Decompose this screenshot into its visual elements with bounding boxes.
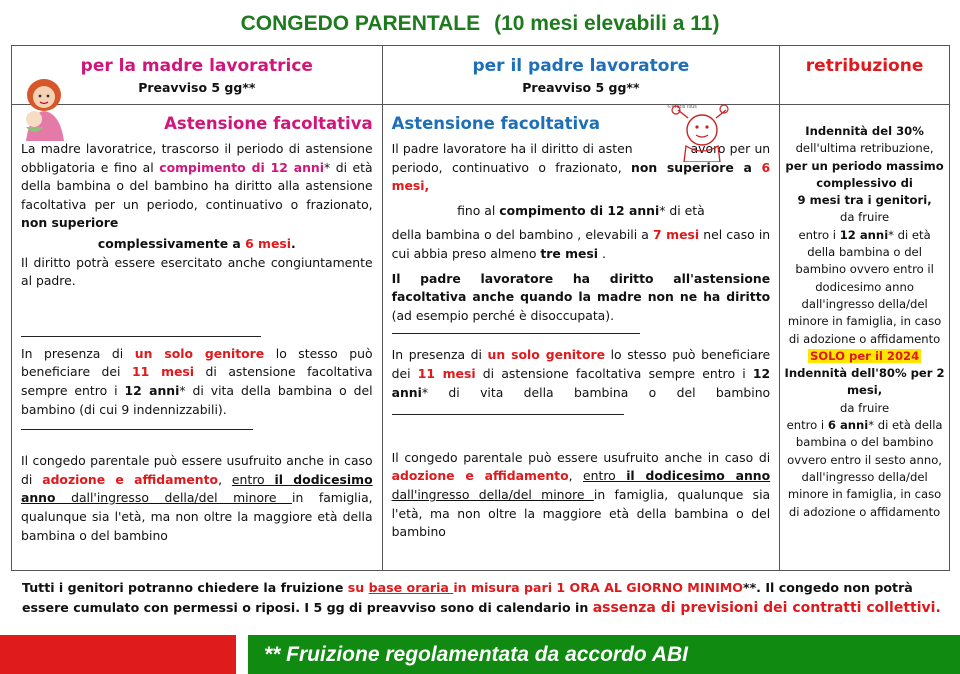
mother-paragraph-1: La madre lavoratrice, trascorso il periodo di astensione obbligatoria e fino al compimento di 12 anni* di età della bambina o del bambino ha diritto alla astensione facoltativa per un periodo, continuativo o frazionato, non superiore [21, 141, 373, 231]
divider [21, 336, 261, 337]
father-with-child-icon [664, 100, 734, 162]
mother-paragraph-2: complessivamente a 6 mesi. [97, 235, 296, 251]
year-badge: SOLO per il 2024 [809, 348, 920, 363]
father-paragraph-6: Il congedo parentale può essere usufruito anche in caso di adozione e affidamento, entro il dodicesimo anno dall'ingresso della/del minore in famiglia, qualunque sia l'età, ma non oltre la maggiore età della bambina o del bambino [391, 449, 771, 540]
page-title [0, 12, 960, 36]
pay-line: dell'ultima retribuzione, [795, 141, 934, 156]
pay-line [784, 348, 945, 365]
parental-leave-table [11, 45, 950, 571]
title-main: CONGEDO PARENTALE [240, 12, 481, 35]
father-paragraph-4: Il padre lavoratore ha diritto all'astensione facoltativa anche quando la madre non ne ha diritto (ad esempio perché è disoccupata). [391, 270, 771, 323]
father-notice: Preavviso 5 gg** [522, 80, 640, 95]
pay-line: per un periodo massimo complessivo di [785, 158, 944, 190]
father-paragraph-5: In presenza di un solo genitore lo stesso può beneficiare dei 11 mesi di astensione facoltativa sempre entro i 12 anni* di vita della bambina o del bambino [392, 346, 771, 420]
pay-line: Indennità del 30% [805, 124, 924, 138]
mother-role: per la madre lavoratrice [80, 56, 313, 76]
pay-line: entro i 12 anni* di età della bambina o del bambino ovvero entro il dodicesimo anno dall'ingresso della/del minore in famiglia, in caso di adozione o affidamento [787, 227, 942, 346]
pay-column [780, 105, 950, 571]
footer-red-bar [0, 635, 236, 674]
mother-notice: Preavviso 5 gg** [138, 80, 256, 95]
father-icon-caption: ©Metis illus [667, 104, 697, 110]
mother-column [12, 105, 383, 571]
father-role: per il padre lavoratore [472, 56, 690, 76]
pay-role: retribuzione [805, 56, 924, 76]
father-column [382, 105, 780, 571]
father-paragraph-3: della bambina o del bambino , elevabili a 7 mesi nel caso in cui abbia preso almeno tre mesi . [391, 227, 771, 261]
father-paragraph-2: fino al compimento di 12 anni* di età [457, 202, 705, 218]
pay-header [780, 46, 950, 105]
footer-banner: ** Fruizione regolamentata da accordo ABI [248, 635, 960, 674]
pay-line: da fruire [839, 400, 890, 415]
father-paragraph-1: Il padre lavoratore ha il diritto di asten avoro per un periodo, continuativo o frazionato, non superiore a 6 mesi, [391, 141, 771, 194]
pay-line: entro i 6 anni* di età della bambina o del bambino ovvero entro il sesto anno, dall'ingresso della/del minore in famiglia, in caso di adozione o affidamento [786, 418, 943, 519]
father-heading: Astensione facoltativa [391, 114, 601, 133]
mother-paragraph-4: In presenza di un solo genitore lo stesso può beneficiare dei 11 mesi di astensione facoltativa sempre entro i 12 anni* di vita della bambina o del bambino (di cui 9 indennizzabili). [21, 345, 373, 417]
divider [21, 429, 253, 430]
divider [392, 333, 640, 334]
title-sub: (10 mesi elevabili a 11) [494, 12, 720, 35]
footnote: Tutti i genitori potranno chiedere la fruizione su base oraria in misura pari 1 ORA AL GIORNO MINIMO**. Il congedo non potrà essere cumulato con permessi o riposi. I 5 gg di preavviso sono di calendario in assenza di previsioni dei contratti collettivi. [22, 580, 941, 616]
mother-paragraph-3: Il diritto potrà essere esercitato anche congiuntamente al padre. [21, 254, 373, 289]
mother-paragraph-5: Il congedo parentale può essere usufruito anche in caso di adozione e affidamento, entro il dodicesimo anno dall'ingresso della/del minore in famiglia, qualunque sia l'età, ma non oltre la maggiore età della bambina o del bambino [21, 453, 373, 543]
mother-with-baby-icon [18, 75, 70, 141]
mother-heading: Astensione facoltativa [164, 114, 373, 133]
pay-line: da fruire [839, 210, 890, 225]
pay-line: Indennità dell'80% per 2 mesi, [784, 366, 945, 398]
father-header [382, 46, 780, 105]
pay-line: 9 mesi tra i genitori, [797, 193, 932, 208]
